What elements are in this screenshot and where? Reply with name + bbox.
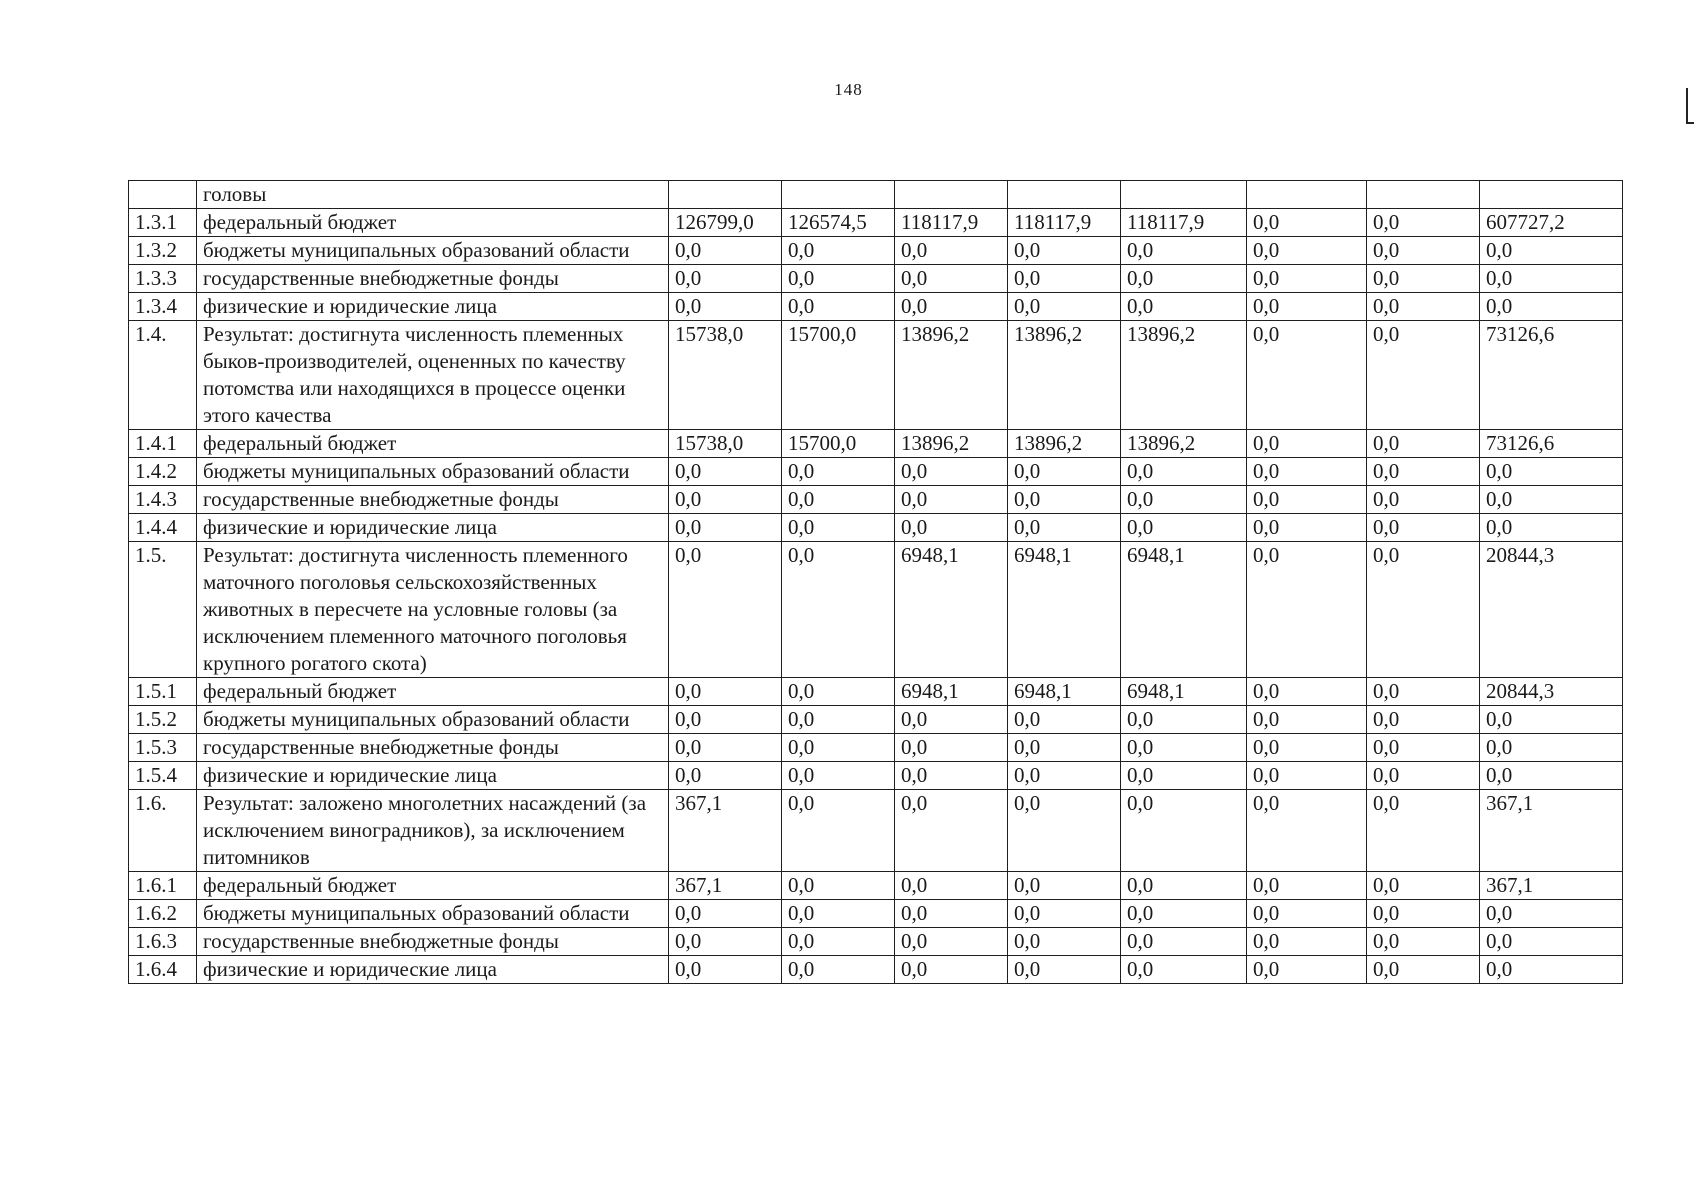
value-cell: 13896,2 xyxy=(895,430,1008,458)
value-cell: 0,0 xyxy=(1008,928,1121,956)
row-name-cell: Результат: достигнута численность племенных быков-производителей, оцененных по качеству потомства или находящихся в процессе оценки этого качества xyxy=(197,321,669,430)
value-cell: 6948,1 xyxy=(895,678,1008,706)
value-cell: 0,0 xyxy=(1480,514,1623,542)
value-cell: 0,0 xyxy=(1247,514,1367,542)
value-cell: 0,0 xyxy=(669,928,782,956)
value-cell: 0,0 xyxy=(1367,237,1480,265)
value-cell: 0,0 xyxy=(1008,762,1121,790)
row-name-cell: федеральный бюджет xyxy=(197,872,669,900)
row-code-cell: 1.3.2 xyxy=(129,237,197,265)
value-cell: 0,0 xyxy=(669,293,782,321)
value-cell: 0,0 xyxy=(1247,678,1367,706)
row-code-cell: 1.5.2 xyxy=(129,706,197,734)
value-cell: 118117,9 xyxy=(1121,209,1247,237)
value-cell: 0,0 xyxy=(1367,458,1480,486)
value-cell: 0,0 xyxy=(669,458,782,486)
page-number: 148 xyxy=(834,80,863,99)
value-cell xyxy=(669,181,782,209)
value-cell: 20844,3 xyxy=(1480,678,1623,706)
value-cell: 0,0 xyxy=(1367,209,1480,237)
row-code-cell: 1.6.2 xyxy=(129,900,197,928)
row-code-cell: 1.4.1 xyxy=(129,430,197,458)
value-cell: 0,0 xyxy=(1480,486,1623,514)
table-row xyxy=(129,734,1623,762)
value-cell: 0,0 xyxy=(1247,209,1367,237)
value-cell xyxy=(1121,181,1247,209)
value-cell: 0,0 xyxy=(669,678,782,706)
value-cell: 0,0 xyxy=(1480,762,1623,790)
row-name-cell: Результат: достигнута численность племенного маточного поголовья сельскохозяйственных животных в пересчете на условные головы (за исключением племенного маточного поголовья крупного рогатого скота) xyxy=(197,542,669,678)
value-cell: 0,0 xyxy=(782,900,895,928)
value-cell: 0,0 xyxy=(1247,900,1367,928)
table-row xyxy=(129,265,1623,293)
row-code-cell: 1.4.3 xyxy=(129,486,197,514)
value-cell: 15700,0 xyxy=(782,430,895,458)
value-cell: 0,0 xyxy=(1367,514,1480,542)
value-cell: 0,0 xyxy=(669,514,782,542)
value-cell: 126574,5 xyxy=(782,209,895,237)
value-cell: 0,0 xyxy=(1367,542,1480,678)
value-cell: 0,0 xyxy=(1367,956,1480,984)
value-cell: 0,0 xyxy=(669,734,782,762)
budget-table xyxy=(128,180,1623,984)
value-cell: 367,1 xyxy=(1480,790,1623,872)
value-cell: 0,0 xyxy=(669,762,782,790)
value-cell: 0,0 xyxy=(1008,265,1121,293)
value-cell: 126799,0 xyxy=(669,209,782,237)
value-cell: 0,0 xyxy=(669,265,782,293)
row-name-cell: физические и юридические лица xyxy=(197,514,669,542)
row-name-cell: государственные внебюджетные фонды xyxy=(197,928,669,956)
value-cell: 0,0 xyxy=(669,900,782,928)
value-cell: 0,0 xyxy=(1367,265,1480,293)
value-cell: 0,0 xyxy=(895,956,1008,984)
value-cell: 367,1 xyxy=(669,790,782,872)
row-code-cell: 1.6.1 xyxy=(129,872,197,900)
value-cell: 0,0 xyxy=(1247,790,1367,872)
row-name-cell: бюджеты муниципальных образований области xyxy=(197,237,669,265)
value-cell: 0,0 xyxy=(782,956,895,984)
table-row xyxy=(129,237,1623,265)
value-cell: 0,0 xyxy=(1247,458,1367,486)
value-cell xyxy=(782,181,895,209)
value-cell: 118117,9 xyxy=(895,209,1008,237)
row-name-cell: бюджеты муниципальных образований области xyxy=(197,458,669,486)
value-cell: 0,0 xyxy=(1367,678,1480,706)
row-name-cell: государственные внебюджетные фонды xyxy=(197,265,669,293)
value-cell: 118117,9 xyxy=(1008,209,1121,237)
value-cell: 0,0 xyxy=(1121,293,1247,321)
value-cell: 0,0 xyxy=(1367,430,1480,458)
value-cell: 0,0 xyxy=(1480,293,1623,321)
value-cell: 0,0 xyxy=(1480,734,1623,762)
value-cell: 0,0 xyxy=(1008,790,1121,872)
value-cell: 6948,1 xyxy=(1121,542,1247,678)
value-cell: 6948,1 xyxy=(1008,542,1121,678)
table-row xyxy=(129,542,1623,678)
row-name-cell: федеральный бюджет xyxy=(197,430,669,458)
value-cell xyxy=(1480,181,1623,209)
value-cell: 0,0 xyxy=(1247,956,1367,984)
value-cell: 0,0 xyxy=(1008,486,1121,514)
value-cell: 0,0 xyxy=(895,265,1008,293)
value-cell: 0,0 xyxy=(1480,928,1623,956)
row-name-cell: федеральный бюджет xyxy=(197,678,669,706)
value-cell: 0,0 xyxy=(1008,237,1121,265)
row-code-cell: 1.3.1 xyxy=(129,209,197,237)
row-code-cell: 1.4.4 xyxy=(129,514,197,542)
value-cell: 0,0 xyxy=(1121,900,1247,928)
value-cell: 0,0 xyxy=(782,678,895,706)
value-cell: 0,0 xyxy=(1367,900,1480,928)
value-cell: 13896,2 xyxy=(1121,430,1247,458)
table-row xyxy=(129,430,1623,458)
value-cell: 6948,1 xyxy=(1121,678,1247,706)
table-row xyxy=(129,486,1623,514)
value-cell: 0,0 xyxy=(1008,706,1121,734)
value-cell: 0,0 xyxy=(1008,900,1121,928)
value-cell: 0,0 xyxy=(1121,265,1247,293)
table-row xyxy=(129,956,1623,984)
row-code-cell: 1.4.2 xyxy=(129,458,197,486)
value-cell: 15738,0 xyxy=(669,430,782,458)
row-code-cell xyxy=(129,181,197,209)
value-cell xyxy=(1008,181,1121,209)
value-cell: 0,0 xyxy=(1121,734,1247,762)
row-code-cell: 1.6.4 xyxy=(129,956,197,984)
value-cell: 0,0 xyxy=(782,486,895,514)
value-cell: 0,0 xyxy=(782,293,895,321)
value-cell: 0,0 xyxy=(1247,762,1367,790)
value-cell: 0,0 xyxy=(1121,762,1247,790)
value-cell: 0,0 xyxy=(1247,486,1367,514)
value-cell: 15700,0 xyxy=(782,321,895,430)
value-cell: 0,0 xyxy=(669,542,782,678)
row-code-cell: 1.5.4 xyxy=(129,762,197,790)
value-cell: 0,0 xyxy=(895,900,1008,928)
value-cell: 0,0 xyxy=(895,790,1008,872)
value-cell: 0,0 xyxy=(1247,430,1367,458)
row-name-cell: государственные внебюджетные фонды xyxy=(197,734,669,762)
value-cell: 0,0 xyxy=(895,458,1008,486)
row-name-cell: Результат: заложено многолетних насаждений (за исключением виноградников), за исключением питомников xyxy=(197,790,669,872)
value-cell: 0,0 xyxy=(1367,706,1480,734)
value-cell: 73126,6 xyxy=(1480,430,1623,458)
value-cell: 0,0 xyxy=(895,293,1008,321)
value-cell: 0,0 xyxy=(1247,542,1367,678)
value-cell: 367,1 xyxy=(669,872,782,900)
table-row xyxy=(129,209,1623,237)
value-cell: 0,0 xyxy=(1247,237,1367,265)
value-cell xyxy=(1367,181,1480,209)
value-cell: 20844,3 xyxy=(1480,542,1623,678)
value-cell xyxy=(1247,181,1367,209)
value-cell: 0,0 xyxy=(1480,237,1623,265)
value-cell: 0,0 xyxy=(782,265,895,293)
value-cell: 0,0 xyxy=(1367,762,1480,790)
row-code-cell: 1.5.3 xyxy=(129,734,197,762)
value-cell: 0,0 xyxy=(782,458,895,486)
table-row xyxy=(129,181,1623,209)
row-name-cell: физические и юридические лица xyxy=(197,293,669,321)
row-name-cell: физические и юридические лица xyxy=(197,762,669,790)
value-cell: 0,0 xyxy=(1008,514,1121,542)
value-cell: 0,0 xyxy=(1121,458,1247,486)
table-row xyxy=(129,762,1623,790)
table-row xyxy=(129,790,1623,872)
value-cell: 0,0 xyxy=(782,872,895,900)
value-cell: 0,0 xyxy=(1247,293,1367,321)
value-cell: 13896,2 xyxy=(1008,321,1121,430)
value-cell: 0,0 xyxy=(1367,790,1480,872)
value-cell: 0,0 xyxy=(1247,265,1367,293)
value-cell: 0,0 xyxy=(1367,486,1480,514)
value-cell: 0,0 xyxy=(1121,237,1247,265)
value-cell: 0,0 xyxy=(1008,293,1121,321)
value-cell: 0,0 xyxy=(1367,321,1480,430)
value-cell: 0,0 xyxy=(1367,872,1480,900)
row-code-cell: 1.3.3 xyxy=(129,265,197,293)
table-row xyxy=(129,872,1623,900)
value-cell: 0,0 xyxy=(895,237,1008,265)
value-cell: 0,0 xyxy=(1121,486,1247,514)
value-cell: 0,0 xyxy=(669,237,782,265)
value-cell: 0,0 xyxy=(782,790,895,872)
value-cell: 0,0 xyxy=(1008,458,1121,486)
table-body xyxy=(129,181,1623,984)
table-row xyxy=(129,928,1623,956)
value-cell: 0,0 xyxy=(1121,928,1247,956)
value-cell: 0,0 xyxy=(669,706,782,734)
value-cell: 0,0 xyxy=(1480,900,1623,928)
value-cell: 0,0 xyxy=(895,872,1008,900)
value-cell: 0,0 xyxy=(1121,790,1247,872)
table-row xyxy=(129,900,1623,928)
value-cell: 0,0 xyxy=(782,706,895,734)
value-cell xyxy=(895,181,1008,209)
value-cell: 607727,2 xyxy=(1480,209,1623,237)
row-name-cell: федеральный бюджет xyxy=(197,209,669,237)
value-cell: 0,0 xyxy=(1008,956,1121,984)
value-cell: 0,0 xyxy=(895,486,1008,514)
value-cell: 0,0 xyxy=(1121,872,1247,900)
table-row xyxy=(129,678,1623,706)
row-code-cell: 1.6.3 xyxy=(129,928,197,956)
row-code-cell: 1.3.4 xyxy=(129,293,197,321)
row-name-cell: физические и юридические лица xyxy=(197,956,669,984)
value-cell: 0,0 xyxy=(782,762,895,790)
table-row xyxy=(129,514,1623,542)
value-cell: 0,0 xyxy=(895,706,1008,734)
value-cell: 6948,1 xyxy=(895,542,1008,678)
value-cell: 0,0 xyxy=(1247,706,1367,734)
value-cell: 13896,2 xyxy=(1008,430,1121,458)
value-cell: 0,0 xyxy=(1367,734,1480,762)
value-cell: 0,0 xyxy=(669,956,782,984)
value-cell: 6948,1 xyxy=(1008,678,1121,706)
value-cell: 15738,0 xyxy=(669,321,782,430)
value-cell: 73126,6 xyxy=(1480,321,1623,430)
row-code-cell: 1.5.1 xyxy=(129,678,197,706)
value-cell: 0,0 xyxy=(1247,872,1367,900)
value-cell: 0,0 xyxy=(1480,265,1623,293)
table-row xyxy=(129,458,1623,486)
value-cell: 13896,2 xyxy=(1121,321,1247,430)
margin-crop-mark xyxy=(1686,88,1694,124)
value-cell: 0,0 xyxy=(1480,706,1623,734)
row-name-cell: государственные внебюджетные фонды xyxy=(197,486,669,514)
value-cell: 0,0 xyxy=(1247,734,1367,762)
value-cell: 0,0 xyxy=(895,514,1008,542)
value-cell: 0,0 xyxy=(782,734,895,762)
value-cell: 0,0 xyxy=(1367,928,1480,956)
value-cell: 0,0 xyxy=(895,762,1008,790)
row-code-cell: 1.6. xyxy=(129,790,197,872)
value-cell: 0,0 xyxy=(669,486,782,514)
value-cell: 0,0 xyxy=(895,734,1008,762)
table-row xyxy=(129,321,1623,430)
row-name-cell: бюджеты муниципальных образований области xyxy=(197,900,669,928)
value-cell: 367,1 xyxy=(1480,872,1623,900)
value-cell: 0,0 xyxy=(782,514,895,542)
value-cell: 0,0 xyxy=(1121,956,1247,984)
table-row xyxy=(129,293,1623,321)
value-cell: 13896,2 xyxy=(895,321,1008,430)
value-cell: 0,0 xyxy=(1121,706,1247,734)
value-cell: 0,0 xyxy=(1247,928,1367,956)
row-name-cell: головы xyxy=(197,181,669,209)
value-cell: 0,0 xyxy=(1008,734,1121,762)
table-row xyxy=(129,706,1623,734)
value-cell: 0,0 xyxy=(1480,956,1623,984)
value-cell: 0,0 xyxy=(1367,293,1480,321)
value-cell: 0,0 xyxy=(1008,872,1121,900)
value-cell: 0,0 xyxy=(1121,514,1247,542)
value-cell: 0,0 xyxy=(1247,321,1367,430)
value-cell: 0,0 xyxy=(1480,458,1623,486)
row-code-cell: 1.4. xyxy=(129,321,197,430)
value-cell: 0,0 xyxy=(782,928,895,956)
value-cell: 0,0 xyxy=(782,237,895,265)
value-cell: 0,0 xyxy=(782,542,895,678)
row-name-cell: бюджеты муниципальных образований области xyxy=(197,706,669,734)
value-cell: 0,0 xyxy=(895,928,1008,956)
row-code-cell: 1.5. xyxy=(129,542,197,678)
